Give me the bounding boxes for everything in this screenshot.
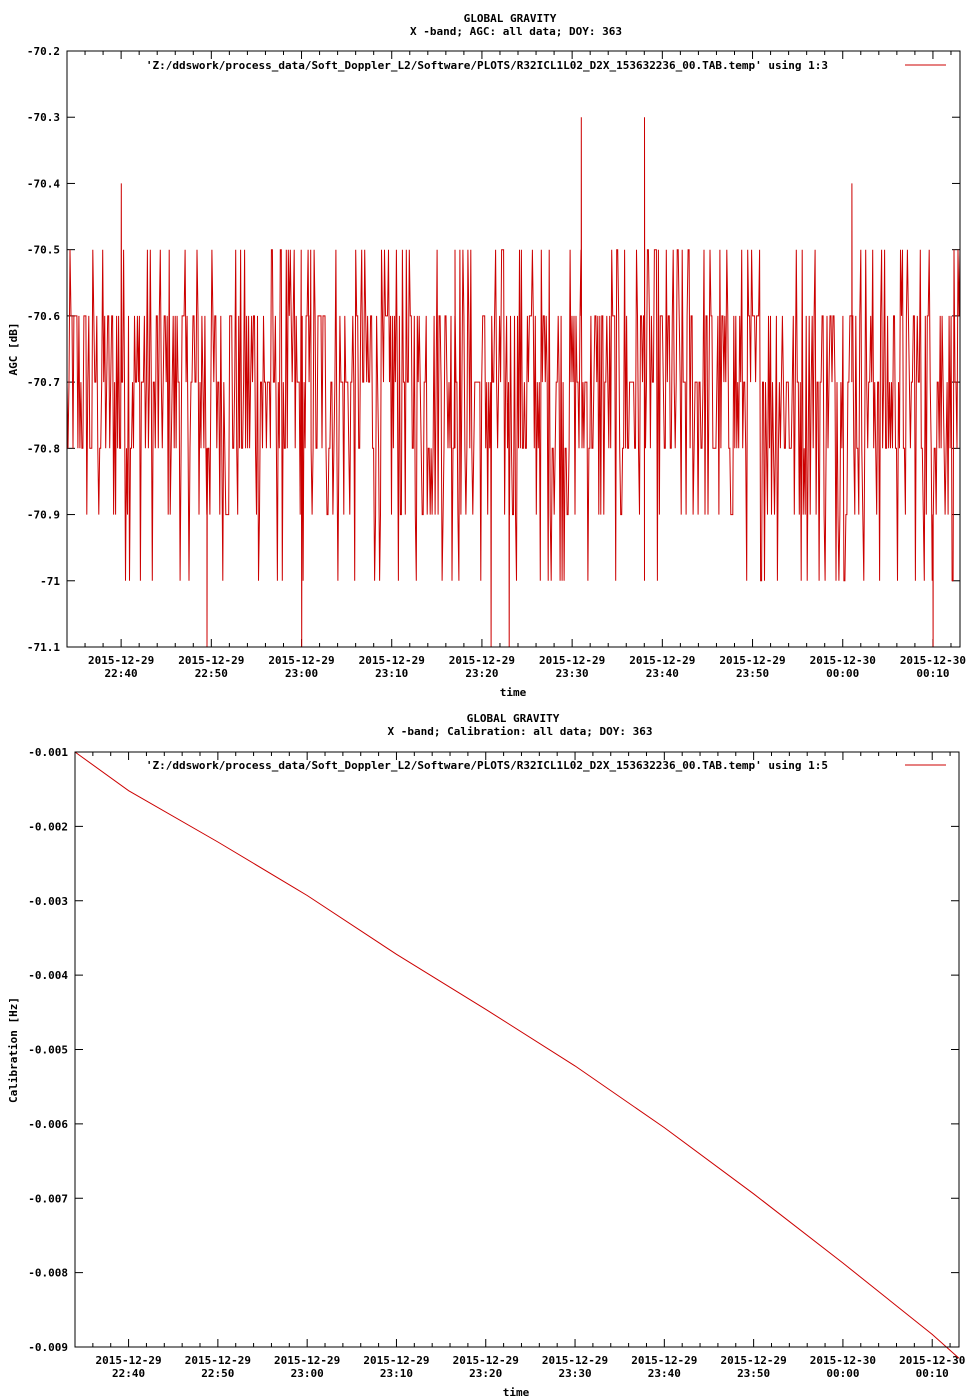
agc-xtick-time-label: 23:40: [645, 667, 679, 680]
calibration-xtick-time-label: 22:40: [112, 1367, 146, 1380]
calibration-ytick-label: -0.004: [28, 969, 68, 983]
agc-series-line: [67, 117, 960, 647]
agc-xtick-date-label: 2015-12-29: [88, 654, 155, 667]
calibration-xtick-date-label: 2015-12-29: [720, 1354, 787, 1367]
calibration-xtick-date-label: 2015-12-29: [184, 1354, 251, 1367]
agc-xtick-date-label: 2015-12-29: [629, 654, 696, 667]
agc-xtick-date-label: 2015-12-29: [268, 654, 335, 667]
calibration-y-axis-label: Calibration [Hz]: [7, 997, 20, 1103]
calibration-xtick-time-label: 23:10: [379, 1367, 414, 1380]
calibration-ticks: [28, 746, 965, 1380]
agc-xtick-date-label: 2015-12-29: [539, 654, 606, 667]
calibration-xtick-time-label: 23:20: [469, 1367, 503, 1380]
agc-xtick-date-label: 2015-12-30: [809, 654, 876, 667]
calibration-chart: [7, 712, 965, 1399]
agc-xtick-time-label: 23:10: [375, 667, 409, 680]
calibration-ytick-label: -0.009: [28, 1341, 68, 1354]
calibration-ytick-label: -0.001: [28, 746, 68, 759]
calibration-xtick-time-label: 22:50: [201, 1367, 235, 1380]
calibration-xtick-date-label: 2015-12-30: [899, 1354, 966, 1367]
agc-ytick-label: -70.9: [26, 508, 60, 522]
calibration-ytick-label: -0.007: [28, 1192, 68, 1206]
calibration-ytick-label: -0.003: [28, 894, 68, 908]
calibration-series: [75, 752, 959, 1358]
agc-ytick-label: -71.1: [26, 641, 60, 654]
agc-ytick-label: -70.3: [26, 111, 60, 125]
agc-ytick-label: -70.5: [26, 243, 60, 257]
agc-xtick-date-label: 2015-12-29: [358, 654, 425, 667]
agc-xtick-date-label: 2015-12-29: [719, 654, 786, 667]
calibration-ytick-label: -0.006: [28, 1117, 68, 1131]
agc-xtick-time-label: 23:20: [465, 667, 499, 680]
calibration-xtick-time-label: 00:10: [915, 1367, 949, 1380]
agc-xtick-time-label: 22:40: [104, 667, 138, 680]
agc-xtick-date-label: 2015-12-29: [448, 654, 516, 667]
agc-xtick-time-label: 22:50: [194, 667, 228, 680]
agc-plot-frame: [67, 51, 960, 647]
calibration-series-line: [75, 752, 959, 1358]
calibration-xtick-date-label: 2015-12-29: [452, 1354, 519, 1367]
agc-ytick-label: -70.8: [26, 442, 60, 456]
calibration-xtick-date-label: 2015-12-29: [541, 1354, 609, 1367]
calibration-xtick-time-label: 00:00: [826, 1367, 860, 1380]
agc-legend-label: 'Z:/ddswork/process_data/Soft_Doppler_L2/Software/PLOTS/R32ICL1L02_D2X_153632236_00.TAB.temp' using 1:3: [145, 59, 828, 72]
agc-xtick-date-label: 2015-12-29: [178, 654, 245, 667]
calibration-legend-label: 'Z:/ddswork/process_data/Soft_Doppler_L2/Software/PLOTS/R32ICL1L02_D2X_153632236_00.TAB.temp' using 1:5: [145, 759, 828, 772]
agc-ytick-label: -70.2: [26, 45, 60, 58]
agc-xtick-time-label: 00:00: [826, 667, 860, 680]
calibration-ytick-label: -0.005: [28, 1043, 68, 1057]
calibration-xtick-time-label: 23:30: [558, 1367, 592, 1380]
agc-ytick-label: -70.4: [26, 177, 60, 191]
calibration-chart-title: GLOBAL GRAVITY: [466, 712, 560, 725]
calibration-ytick-label: -0.002: [28, 820, 68, 834]
agc-chart-title: GLOBAL GRAVITY: [463, 12, 557, 25]
calibration-x-axis-label: time: [502, 1386, 530, 1399]
calibration-xtick-date-label: 2015-12-30: [809, 1354, 877, 1367]
agc-xtick-time-label: 23:00: [284, 667, 319, 680]
agc-ytick-label: -70.7: [26, 376, 60, 390]
calibration-xtick-date-label: 2015-12-29: [274, 1354, 341, 1367]
agc-xtick-time-label: 00:10: [916, 667, 950, 680]
agc-xtick-time-label: 23:50: [735, 667, 770, 680]
agc-y-axis-label: AGC [dB]: [7, 322, 20, 376]
agc-ytick-label: -70.6: [26, 309, 60, 323]
agc-ytick-label: -71: [40, 574, 60, 588]
calibration-xtick-time-label: 23:50: [737, 1367, 771, 1380]
calibration-plot-frame: [75, 752, 959, 1347]
agc-xtick-date-label: 2015-12-30: [899, 654, 967, 667]
calibration-xtick-date-label: 2015-12-29: [631, 1354, 698, 1367]
calibration-xtick-date-label: 2015-12-29: [95, 1354, 162, 1367]
agc-x-axis-label: time: [499, 686, 527, 699]
calibration-xtick-time-label: 23:40: [647, 1367, 681, 1380]
agc-chart: [7, 12, 966, 699]
calibration-xtick-time-label: 23:00: [290, 1367, 324, 1380]
agc-series: [67, 117, 960, 647]
agc-xtick-time-label: 23:30: [555, 667, 589, 680]
agc-chart-subtitle: X -band; AGC: all data; DOY: 363: [410, 25, 622, 38]
calibration-chart-subtitle: X -band; Calibration: all data; DOY: 363: [387, 725, 653, 738]
calibration-xtick-date-label: 2015-12-29: [363, 1354, 430, 1367]
calibration-ytick-label: -0.008: [28, 1266, 68, 1280]
